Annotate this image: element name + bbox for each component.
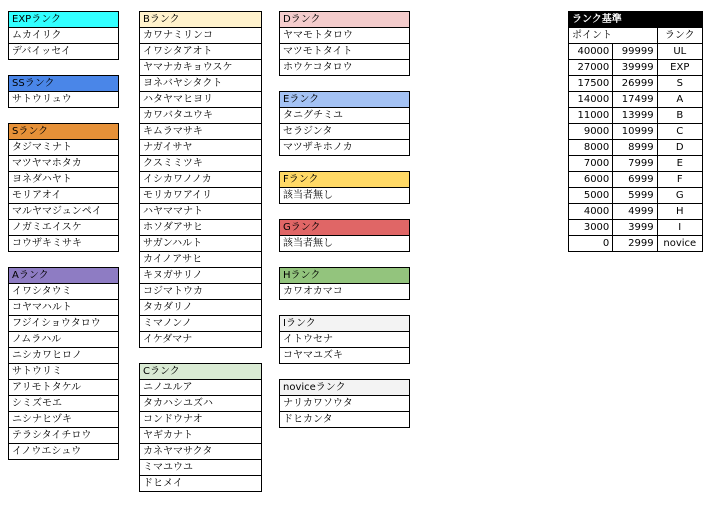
member-row: [140, 412, 262, 428]
member-row: [140, 172, 262, 188]
member-name: イケダマナ: [140, 332, 262, 348]
point-min: 27000: [569, 60, 613, 76]
member-row: [9, 316, 119, 332]
member-name: ノムラハル: [9, 332, 119, 348]
rank-table-ss: [8, 75, 119, 108]
member-name: サガンハルト: [140, 236, 262, 252]
rank-code: B: [657, 108, 702, 124]
member-name: 該当者無し: [280, 188, 410, 204]
rank-header-e: [280, 92, 410, 108]
member-name: モリアオイ: [9, 188, 119, 204]
rank-column-header: ランク: [657, 28, 702, 44]
member-row: [9, 300, 119, 316]
member-row: [140, 156, 262, 172]
point-max: 6999: [613, 172, 657, 188]
rank-standard-table: [568, 11, 703, 252]
standard-row: [569, 156, 703, 172]
point-min: 11000: [569, 108, 613, 124]
rank-code: EXP: [657, 60, 702, 76]
rank-header-i: [280, 316, 410, 332]
member-row: [140, 284, 262, 300]
member-row: [140, 428, 262, 444]
point-max: 7999: [613, 156, 657, 172]
member-row: [9, 428, 119, 444]
member-row: [9, 284, 119, 300]
rank-header-ss: [9, 76, 119, 92]
member-name: ヨネバヤシタクト: [140, 76, 262, 92]
rank-code: A: [657, 92, 702, 108]
standard-row: [569, 124, 703, 140]
member-name: 該当者無し: [280, 236, 410, 252]
member-row: [140, 28, 262, 44]
point-min: 5000: [569, 188, 613, 204]
member-row: [140, 124, 262, 140]
rank-header-a: [9, 268, 119, 284]
member-name: イワシタウミ: [9, 284, 119, 300]
member-name: ドヒカンタ: [280, 412, 410, 428]
member-name: テラシタイチロウ: [9, 428, 119, 444]
member-row: [140, 268, 262, 284]
member-name: タニグチミユ: [280, 108, 410, 124]
member-name: デバイッセイ: [9, 44, 119, 60]
rank-table-i: [279, 315, 410, 364]
point-max: 5999: [613, 188, 657, 204]
member-row: [280, 348, 410, 364]
rank-header-d: [280, 12, 410, 28]
member-row: [140, 92, 262, 108]
rank-header-exp: [9, 12, 119, 28]
rank-header-c: [140, 364, 262, 380]
point-min: 4000: [569, 204, 613, 220]
rank-title: noviceランク: [280, 380, 410, 396]
rank-header-novice: [280, 380, 410, 396]
member-name: クスミミツキ: [140, 156, 262, 172]
member-row: [140, 108, 262, 124]
rank-table-d: [279, 11, 410, 76]
member-row: [140, 444, 262, 460]
member-name: マツザキホノカ: [280, 140, 410, 156]
member-name: イシカワノノカ: [140, 172, 262, 188]
member-row: [280, 396, 410, 412]
member-name: ドヒメイ: [140, 476, 262, 492]
member-name: コヤマハルト: [9, 300, 119, 316]
member-name: タカハシユズハ: [140, 396, 262, 412]
rank-table-exp: [8, 11, 119, 60]
member-name: イトウセナ: [280, 332, 410, 348]
rank-code: H: [657, 204, 702, 220]
member-row: [9, 204, 119, 220]
standard-row: [569, 140, 703, 156]
rank-code: D: [657, 140, 702, 156]
rank-title: Fランク: [280, 172, 410, 188]
member-row: [140, 252, 262, 268]
member-row: [280, 284, 410, 300]
rank-code: G: [657, 188, 702, 204]
member-row: [280, 108, 410, 124]
member-name: ハヤママナト: [140, 204, 262, 220]
member-name: フジイショウタロウ: [9, 316, 119, 332]
rank-code: E: [657, 156, 702, 172]
member-name: イワシタアオト: [140, 44, 262, 60]
member-row: [140, 476, 262, 492]
member-row: [9, 380, 119, 396]
member-row: [9, 348, 119, 364]
member-name: ミマユウユ: [140, 460, 262, 476]
member-row: [280, 332, 410, 348]
member-name: ハタヤマヒヨリ: [140, 92, 262, 108]
rank-title: Dランク: [280, 12, 410, 28]
point-max: 10999: [613, 124, 657, 140]
member-name: ムカイリク: [9, 28, 119, 44]
rank-table-g: [279, 219, 410, 252]
member-row: [9, 444, 119, 460]
member-name: カイノアサヒ: [140, 252, 262, 268]
member-name: マツヤマホタカ: [9, 156, 119, 172]
rank-title: Hランク: [280, 268, 410, 284]
member-name: カワバタユウキ: [140, 108, 262, 124]
member-name: シミズモエ: [9, 396, 119, 412]
standard-row: [569, 60, 703, 76]
point-min: 8000: [569, 140, 613, 156]
member-name: サトウリュウ: [9, 92, 119, 108]
member-name: アリモトタケル: [9, 380, 119, 396]
rank-code: S: [657, 76, 702, 92]
rank-title: Cランク: [140, 364, 262, 380]
member-name: ホソダアサヒ: [140, 220, 262, 236]
member-row: [140, 76, 262, 92]
rank-table-c: [139, 363, 262, 492]
rank-code: C: [657, 124, 702, 140]
rank-title: Gランク: [280, 220, 410, 236]
member-name: マツモトタイト: [280, 44, 410, 60]
member-row: [140, 60, 262, 76]
point-max: 13999: [613, 108, 657, 124]
rank-title: EXPランク: [9, 12, 119, 28]
member-name: ヤマモトタロウ: [280, 28, 410, 44]
rank-header-s: [9, 124, 119, 140]
member-row: [140, 380, 262, 396]
member-row: [280, 236, 410, 252]
standard-row: [569, 76, 703, 92]
member-name: タカダリノ: [140, 300, 262, 316]
member-name: ニノユルア: [140, 380, 262, 396]
member-name: コンドウナオ: [140, 412, 262, 428]
member-name: ホウケコタロウ: [280, 60, 410, 76]
standard-row: [569, 92, 703, 108]
member-name: セラジンタ: [280, 124, 410, 140]
rank-title: SSランク: [9, 76, 119, 92]
point-max: 8999: [613, 140, 657, 156]
member-row: [9, 28, 119, 44]
member-row: [140, 44, 262, 60]
member-row: [140, 460, 262, 476]
member-row: [140, 316, 262, 332]
rank-table-b: [139, 11, 262, 348]
member-name: ナガイサヤ: [140, 140, 262, 156]
member-name: サトウリミ: [9, 364, 119, 380]
member-row: [140, 204, 262, 220]
point-min: 9000: [569, 124, 613, 140]
member-row: [280, 140, 410, 156]
rank-title: Aランク: [9, 268, 119, 284]
member-row: [9, 92, 119, 108]
member-name: カワナミリンコ: [140, 28, 262, 44]
member-row: [280, 188, 410, 204]
member-name: ヨネダハヤト: [9, 172, 119, 188]
member-row: [140, 140, 262, 156]
member-row: [280, 412, 410, 428]
member-row: [9, 156, 119, 172]
rank-code: novice: [657, 236, 702, 252]
rank-table-f: [279, 171, 410, 204]
point-min: 3000: [569, 220, 613, 236]
rank-code: UL: [657, 44, 702, 60]
member-row: [140, 220, 262, 236]
member-name: カネヤマサクタ: [140, 444, 262, 460]
standard-row: [569, 172, 703, 188]
member-name: ミマノンノ: [140, 316, 262, 332]
member-row: [140, 300, 262, 316]
rank-title: Eランク: [280, 92, 410, 108]
member-name: カワオカマコ: [280, 284, 410, 300]
rank-title: Sランク: [9, 124, 119, 140]
member-row: [140, 396, 262, 412]
member-name: ヤギカナト: [140, 428, 262, 444]
member-row: [140, 332, 262, 348]
member-name: ナリカワソウタ: [280, 396, 410, 412]
member-name: イノウエシュウ: [9, 444, 119, 460]
member-row: [9, 364, 119, 380]
member-name: ノガミエイスケ: [9, 220, 119, 236]
rank-standard-title: ランク基準: [569, 12, 703, 28]
point-max: 4999: [613, 204, 657, 220]
point-min: 6000: [569, 172, 613, 188]
member-name: ヤマナカキョウスケ: [140, 60, 262, 76]
point-min: 17500: [569, 76, 613, 92]
rank-header-b: [140, 12, 262, 28]
point-min: 7000: [569, 156, 613, 172]
member-name: キムラマサキ: [140, 124, 262, 140]
standard-row: [569, 108, 703, 124]
member-name: キヌガサリノ: [140, 268, 262, 284]
member-row: [9, 188, 119, 204]
rank-table-a: [8, 267, 119, 460]
standard-row: [569, 188, 703, 204]
member-row: [140, 188, 262, 204]
standard-row: [569, 220, 703, 236]
point-min: 14000: [569, 92, 613, 108]
member-row: [9, 412, 119, 428]
member-row: [9, 396, 119, 412]
rank-standard-rows: [569, 44, 703, 252]
member-row: [280, 28, 410, 44]
member-row: [9, 236, 119, 252]
rank-title: Bランク: [140, 12, 262, 28]
rank-code: I: [657, 220, 702, 236]
rank-table-s: [8, 123, 119, 252]
rank-table-novice: [279, 379, 410, 428]
point-max: 2999: [613, 236, 657, 252]
member-row: [9, 332, 119, 348]
point-max: 39999: [613, 60, 657, 76]
member-name: タジマミナト: [9, 140, 119, 156]
point-max: 99999: [613, 44, 657, 60]
member-name: モリカワアイリ: [140, 188, 262, 204]
member-name: コヤマユズキ: [280, 348, 410, 364]
rank-header-f: [280, 172, 410, 188]
point-max: 17499: [613, 92, 657, 108]
member-row: [280, 44, 410, 60]
rank-table-h: [279, 267, 410, 300]
member-row: [140, 236, 262, 252]
point-max: 26999: [613, 76, 657, 92]
member-row: [9, 220, 119, 236]
rank-header-g: [280, 220, 410, 236]
member-row: [280, 124, 410, 140]
rank-code: F: [657, 172, 702, 188]
standard-row: [569, 204, 703, 220]
member-name: コジマトウカ: [140, 284, 262, 300]
member-name: コウザキミサキ: [9, 236, 119, 252]
rank-title: Iランク: [280, 316, 410, 332]
member-name: ニシナヒヅキ: [9, 412, 119, 428]
member-row: [9, 44, 119, 60]
point-min: 0: [569, 236, 613, 252]
point-column-header: ポイント: [569, 28, 658, 44]
point-max: 3999: [613, 220, 657, 236]
member-row: [9, 140, 119, 156]
member-name: ニシカワヒロノ: [9, 348, 119, 364]
member-row: [9, 172, 119, 188]
point-min: 40000: [569, 44, 613, 60]
standard-row: [569, 44, 703, 60]
standard-row: [569, 236, 703, 252]
rank-header-h: [280, 268, 410, 284]
member-row: [280, 60, 410, 76]
member-name: マルヤマジュンペイ: [9, 204, 119, 220]
rank-table-e: [279, 91, 410, 156]
